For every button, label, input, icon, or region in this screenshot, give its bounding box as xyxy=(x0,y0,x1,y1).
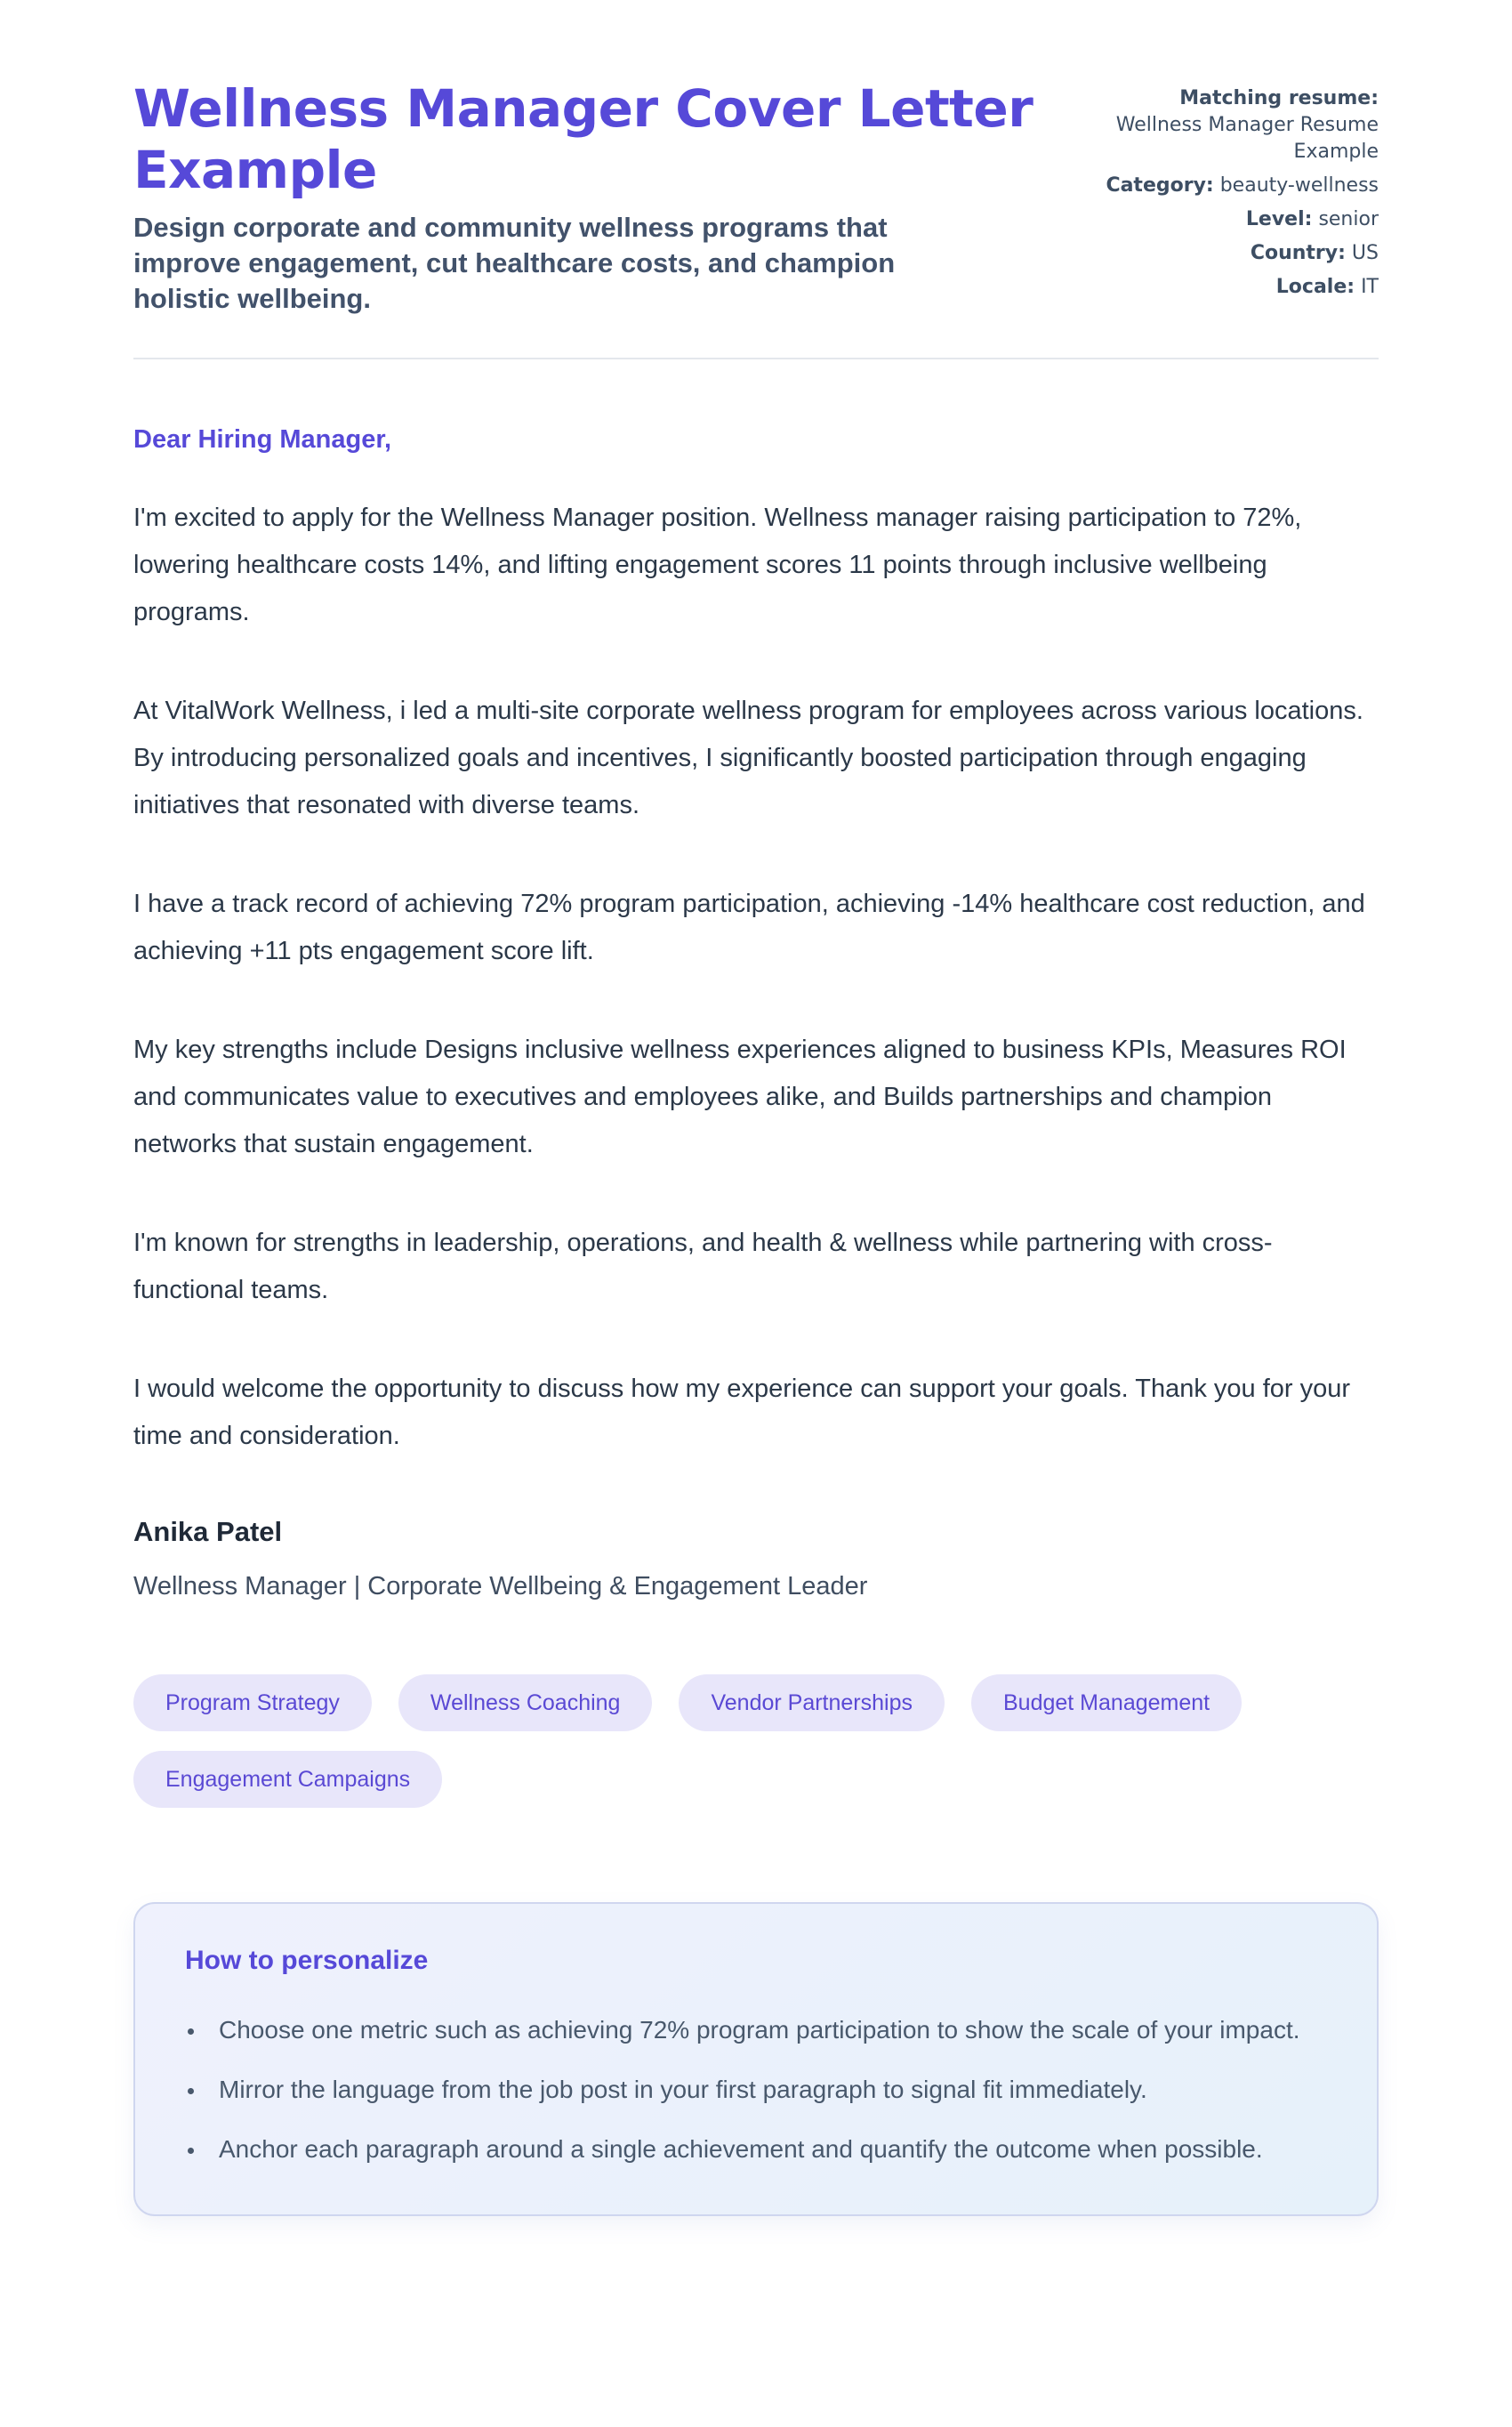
skill-tag: Wellness Coaching xyxy=(398,1674,653,1731)
meta-matching-resume-value: Wellness Manager Resume Example xyxy=(1115,114,1379,163)
personalize-tip: • Choose one metric such as achieving 72% program participation to show the scale of your impact. xyxy=(206,2007,1327,2052)
meta-category-value: beauty-wellness xyxy=(1219,174,1379,197)
header-title-block xyxy=(133,78,1066,317)
meta-matching-resume xyxy=(1101,85,1379,165)
personalize-tip: • Mirror the language from the job post in your first paragraph to signal fit immediately. xyxy=(206,2067,1327,2112)
meta-category-label: Category: xyxy=(1106,174,1214,197)
meta-level-label: Level: xyxy=(1245,208,1313,230)
letter-paragraphs xyxy=(133,495,1379,1460)
signature-role: Wellness Manager | Corporate Wellbeing & Engagement Leader xyxy=(133,1572,868,1601)
page-title: Wellness Manager Cover Letter Example xyxy=(133,78,1033,200)
meta-locale-value: IT xyxy=(1361,276,1379,298)
personalize-tip-list xyxy=(185,2007,1327,2172)
meta-locale-label: Locale: xyxy=(1275,276,1355,298)
bottom-whitespace xyxy=(133,2216,1379,2298)
letter-paragraph: I'm known for strengths in leadership, operations, and health & wellness while partnering with cross-functional teams. xyxy=(133,1229,1273,1304)
letter-paragraph: I'm excited to apply for the Wellness Manager position. Wellness manager raising participation to 72%, lowering healthcare costs 14%, and lifting engagement scores 11 points through inclusive wellbeing programs. xyxy=(133,504,1302,626)
header-divider xyxy=(133,358,1379,359)
letter-paragraph: I would welcome the opportunity to discuss how my experience can support your goals. Thank you for your time and consideration. xyxy=(133,1375,1351,1450)
skill-tag: Budget Management xyxy=(971,1674,1242,1731)
skill-tags xyxy=(133,1674,1379,1808)
meta-locale xyxy=(1101,274,1379,301)
personalize-title: How to personalize xyxy=(185,1946,429,1975)
meta-panel xyxy=(1101,85,1379,308)
meta-country-value: US xyxy=(1351,242,1379,264)
letter-paragraph: I have a track record of achieving 72% program participation, achieving -14% healthcare cost reduction, and achieving +11 pts engagement score lift. xyxy=(133,890,1365,965)
meta-country xyxy=(1101,240,1379,267)
meta-matching-resume-label: Matching resume: xyxy=(1179,87,1379,109)
skill-tag: Engagement Campaigns xyxy=(133,1751,442,1808)
skill-tag: Program Strategy xyxy=(133,1674,372,1731)
header xyxy=(133,78,1379,317)
personalize-tip: • Anchor each paragraph around a single achievement and quantify the outcome when possible. xyxy=(206,2126,1327,2172)
letter-paragraph: At VitalWork Wellness, i led a multi-site corporate wellness program for employees across various locations. By introducing personalized goals and incentives, I significantly boosted participation through engaging initiatives that resonated with diverse teams. xyxy=(133,697,1363,819)
skill-tag: Vendor Partnerships xyxy=(679,1674,945,1731)
letter-paragraph: My key strengths include Designs inclusive wellness experiences aligned to business KPIs, Measures ROI and communicates value to executives and employees alike, and Builds partnerships and champion networks that sustain engagement. xyxy=(133,1036,1347,1158)
letter-body xyxy=(133,416,1379,2298)
page-subtitle: Design corporate and community wellness programs that improve engagement, cut healthcare costs, and champion holistic wellbeing. xyxy=(133,212,896,314)
signature-name: Anika Patel xyxy=(133,1516,283,1547)
meta-category xyxy=(1101,173,1379,199)
salutation: Dear Hiring Manager, xyxy=(133,425,392,454)
meta-country-label: Country: xyxy=(1250,242,1346,264)
meta-level xyxy=(1101,206,1379,233)
meta-level-value: senior xyxy=(1318,208,1379,230)
personalize-box xyxy=(133,1902,1379,2216)
